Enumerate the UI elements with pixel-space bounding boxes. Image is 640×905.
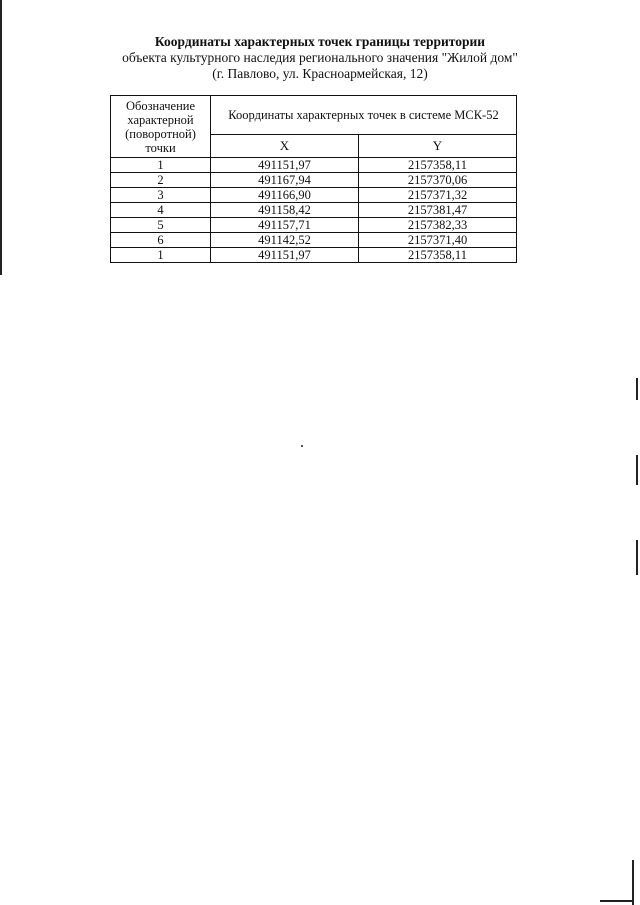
cell-y: 2157382,33	[359, 218, 517, 233]
document-title	[0, 34, 640, 82]
cell-point: 4	[111, 203, 211, 218]
cell-x: 491166,90	[211, 188, 359, 203]
table-row	[111, 158, 517, 173]
cell-point: 1	[111, 158, 211, 173]
table-row	[111, 218, 517, 233]
cell-y: 2157371,32	[359, 188, 517, 203]
header-point: Обозначение характерной (поворотной) точки	[111, 96, 211, 158]
cell-point: 1	[111, 248, 211, 263]
table-row	[111, 173, 517, 188]
scan-speck	[301, 445, 303, 447]
cell-x: 491151,97	[211, 248, 359, 263]
cell-y: 2157371,40	[359, 233, 517, 248]
table-row	[111, 203, 517, 218]
table-row	[111, 188, 517, 203]
cell-x: 491157,71	[211, 218, 359, 233]
header-coordinate-system: Координаты характерных точек в системе МСК-52	[211, 96, 517, 135]
table-row	[111, 248, 517, 263]
title-line-3: (г. Павлово, ул. Красноармейская, 12)	[212, 66, 428, 81]
title-line-2: объекта культурного наследия регионального значения "Жилой дом"	[122, 50, 518, 65]
cell-x: 491142,52	[211, 233, 359, 248]
cell-x: 491151,97	[211, 158, 359, 173]
scan-edge-right	[636, 378, 638, 400]
cell-y: 2157381,47	[359, 203, 517, 218]
scan-edge-right	[636, 540, 638, 575]
table-row	[111, 233, 517, 248]
cell-x: 491158,42	[211, 203, 359, 218]
scan-edge-right	[632, 860, 634, 905]
coordinates-table	[110, 95, 517, 263]
cell-y: 2157358,11	[359, 158, 517, 173]
cell-point: 2	[111, 173, 211, 188]
cell-y: 2157370,06	[359, 173, 517, 188]
scan-edge-right	[636, 455, 638, 485]
cell-point: 5	[111, 218, 211, 233]
cell-point: 6	[111, 233, 211, 248]
title-line-1: Координаты характерных точек границы территории	[154, 34, 486, 49]
cell-point: 3	[111, 188, 211, 203]
cell-y: 2157358,11	[359, 248, 517, 263]
scan-edge-bottom	[600, 900, 634, 902]
header-y: Y	[359, 135, 517, 158]
header-x: X	[211, 135, 359, 158]
cell-x: 491167,94	[211, 173, 359, 188]
